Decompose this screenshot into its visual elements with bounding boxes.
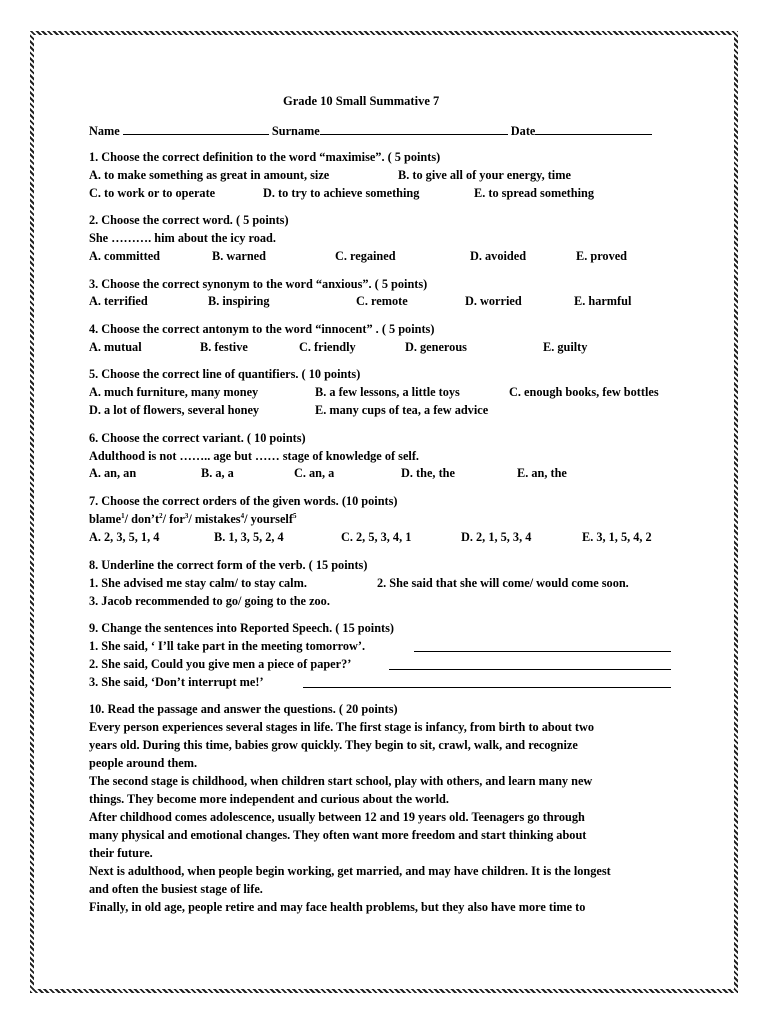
q9-sentence-1: 1. She said, ‘ I’ll take part in the meeting tomorrow’. [89, 639, 366, 653]
q10-stem: 10. Read the passage and answer the questions. ( 20 points) [89, 702, 398, 716]
q7-option-a[interactable]: A. 2, 3, 5, 1, 4 [89, 530, 160, 544]
passage-line: things. They become more independent and curious about the world. [89, 792, 449, 806]
q4-option-e[interactable]: E. guilty [543, 340, 588, 354]
q6-option-d[interactable]: D. the, the [401, 466, 455, 480]
passage-line: After childhood comes adolescence, usually between 12 and 19 years old. Teenagers go through [89, 810, 585, 824]
q2-option-e[interactable]: E. proved [576, 249, 628, 263]
q3-option-d[interactable]: D. worried [465, 294, 522, 308]
q6-option-b[interactable]: B. a, a [201, 466, 234, 480]
q5-option-c[interactable]: C. enough books, few bottles [509, 385, 659, 399]
q6-option-a[interactable]: A. an, an [89, 466, 137, 480]
q4-option-c[interactable]: C. friendly [299, 340, 356, 354]
passage-line: years old. During this time, babies grow quickly. They begin to sit, crawl, walk, and recognize [89, 738, 578, 752]
q4-stem: 4. Choose the correct antonym to the word “innocent” . ( 5 points) [89, 322, 435, 336]
q3-stem: 3. Choose the correct synonym to the word “anxious”. ( 5 points) [89, 277, 428, 291]
surname-blank[interactable] [320, 122, 508, 135]
q9-answer-3[interactable] [303, 675, 671, 688]
surname-label: Surname [271, 124, 320, 138]
q2-option-d[interactable]: D. avoided [470, 249, 527, 263]
q9-stem: 9. Change the sentences into Reported Speech. ( 15 points) [89, 621, 395, 635]
q2-option-c[interactable]: C. regained [335, 249, 396, 263]
q8-sentence-2[interactable]: 2. She said that she will come/ would come soon. [377, 576, 629, 590]
q8-sentence-1[interactable]: 1. She advised me stay calm/ to stay calm. [89, 576, 307, 590]
q5-option-a[interactable]: A. much furniture, many money [89, 385, 259, 399]
name-blank[interactable] [123, 122, 269, 135]
passage-line: and often the busiest stage of life. [89, 882, 263, 896]
passage-line: many physical and emotional changes. They often want more freedom and start thinking about [89, 828, 587, 842]
q8-stem: 8. Underline the correct form of the verb. ( 15 points) [89, 558, 368, 572]
q6-sentence: Adulthood is not …….. age but …… stage of knowledge of self. [89, 449, 419, 463]
q9-sentence-2: 2. She said, Could you give men a piece of paper?’ [89, 657, 352, 671]
q9-answer-1[interactable] [414, 639, 671, 652]
q7-words: blame$^1$/ $don’t^2/$ for$^3$/ mistakes$^4$/ yourself$^5$ [89, 511, 297, 526]
q7-option-e[interactable]: E. 3, 1, 5, 4, 2 [582, 530, 652, 544]
q5-option-d[interactable]: D. a lot of flowers, several honey [89, 403, 260, 417]
passage-line: their future. [89, 846, 153, 860]
q2-sentence: She ………. him about the icy road. [89, 231, 276, 245]
passage-line: Every person experiences several stages in life. The first stage is infancy, from birth to about two [89, 720, 595, 734]
q2-option-a[interactable]: A. committed [89, 249, 161, 263]
q5-option-e[interactable]: E. many cups of tea, a few advice [315, 403, 489, 417]
q1-option-d[interactable]: D. to try to achieve something [263, 186, 420, 200]
q1-option-b[interactable]: B. to give all of your energy, time [398, 168, 571, 182]
date-label: Date [510, 124, 536, 138]
q8-sentence-3[interactable]: 3. Jacob recommended to go/ going to the zoo. [89, 594, 330, 608]
q7-option-c[interactable]: C. 2, 5, 3, 4, 1 [341, 530, 412, 544]
q6-option-e[interactable]: E. an, the [517, 466, 567, 480]
q6-stem: 6. Choose the correct variant. ( 10 points) [89, 431, 306, 445]
q4-option-a[interactable]: A. mutual [89, 340, 142, 354]
q9-answer-2[interactable] [389, 657, 671, 670]
q7-option-d[interactable]: D. 2, 1, 5, 3, 4 [461, 530, 532, 544]
name-label: Name [89, 124, 120, 138]
date-blank[interactable] [535, 122, 652, 135]
q2-stem: 2. Choose the correct word. ( 5 points) [89, 213, 289, 227]
q6-option-c[interactable]: C. an, a [294, 466, 335, 480]
q2-option-b[interactable]: B. warned [212, 249, 266, 263]
q3-option-b[interactable]: B. inspiring [208, 294, 270, 308]
passage-line: Next is adulthood, when people begin working, get married, and may have children. It is the longest [89, 864, 611, 878]
name-field[interactable] [89, 122, 652, 139]
q5-option-b[interactable]: B. a few lessons, a little toys [315, 385, 460, 399]
q1-option-e[interactable]: E. to spread something [474, 186, 595, 200]
q7-stem: 7. Choose the correct orders of the given words. (10 points) [89, 494, 398, 508]
passage-line: Finally, in old age, people retire and may face health problems, but they also have more time to [89, 900, 586, 914]
q9-sentence-3: 3. She said, ‘Don’t interrupt me!’ [89, 675, 264, 689]
q3-option-e[interactable]: E. harmful [574, 294, 632, 308]
passage-line: The second stage is childhood, when children start school, play with others, and learn many new [89, 774, 593, 788]
q3-option-a[interactable]: A. terrified [89, 294, 148, 308]
q7-option-b[interactable]: B. 1, 3, 5, 2, 4 [214, 530, 284, 544]
q5-stem: 5. Choose the correct line of quantifiers. ( 10 points) [89, 367, 361, 381]
q4-option-b[interactable]: B. festive [200, 340, 248, 354]
q1-option-a[interactable]: A. to make something as great in amount, size [89, 168, 330, 182]
q3-option-c[interactable]: C. remote [356, 294, 408, 308]
passage-line: people around them. [89, 756, 198, 770]
page-title: Grade 10 Small Summative 7 [283, 94, 440, 108]
q4-option-d[interactable]: D. generous [405, 340, 467, 354]
q1-option-c[interactable]: C. to work or to operate [89, 186, 216, 200]
q1-stem: 1. Choose the correct definition to the word “maximise”. ( 5 points) [89, 150, 441, 164]
